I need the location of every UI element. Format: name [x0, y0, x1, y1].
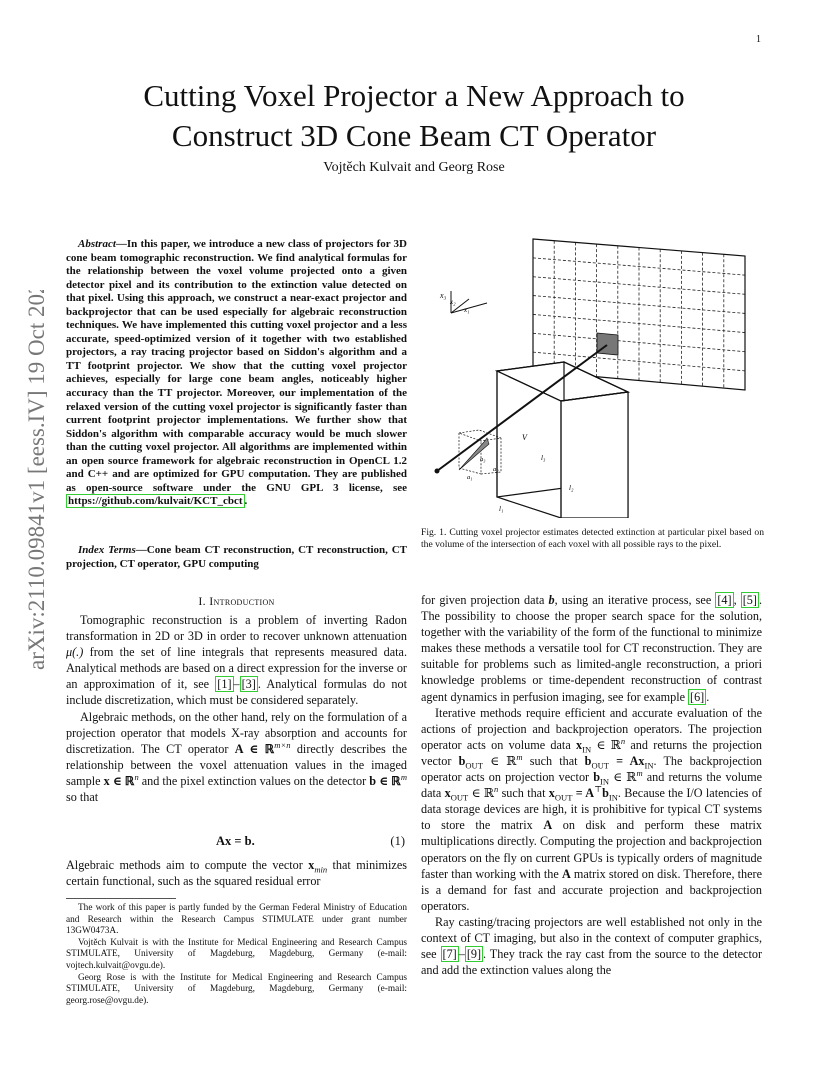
right-paragraph-3: Ray casting/tracing projectors are well established not only in the context of CT imaging, but also in the context of computer graphics, see [7] – [9] . They track the ray cast from the source to the detector and add the extinction values along the: [421, 914, 763, 978]
ref-3[interactable]: [3]: [241, 677, 256, 692]
ref-9[interactable]: [9]: [466, 947, 482, 962]
section-name: Introduction: [209, 594, 275, 608]
arxiv-stamp: [14, 290, 54, 670]
index-terms: [66, 544, 407, 571]
right-column-text: [421, 592, 762, 978]
arxiv-stamp-text: arXiv:2110.09841v1 [eess.IV] 19 Oct 2021: [24, 290, 49, 670]
label-l3: l₃: [541, 454, 546, 462]
source-point: [435, 469, 440, 474]
abstract: [66, 238, 407, 509]
page-number: 1: [756, 34, 761, 45]
intro-paragraph-1: Tomographic reconstruction is a problem of inverting Radon transformation in 2D or 3D in order to recover unknown attenuation μ(.) from the set of line integrals that represents measured data. Analytical methods are based on a direct expression for the inverse or an approximation of it, see [1] – [3] . Analytical formulas do not include discretization, which must be considered separately.: [66, 613, 407, 708]
right-paragraph-1: for given projection data b, using an iterative process, see [4] , [5] . The possibility to choose the proper search space for the solution, together with the variability of the form of the functional to minimize makes these methods a versatile tool for CT reconstruction. They are suitable for problems such as limited-angle reconstruction, a priori knowledge problems or time-dependent reconstruction of contrast agent dynamics in perfusion imaging, see for example [6] .: [421, 593, 763, 704]
equation-body: Ax = b.: [216, 834, 255, 848]
footnote-rule: [66, 898, 176, 899]
label-a2: a₂: [493, 466, 499, 473]
paper-title: [60, 76, 768, 156]
label-a1: a₁: [467, 474, 473, 481]
axis-label-x2: x₂: [450, 298, 456, 306]
figure-1: [421, 228, 764, 518]
equation-number: (1): [390, 834, 405, 848]
authors: Vojtěch Kulvait and Georg Rose: [323, 160, 505, 175]
footnote-funding: The work of this paper is partly funded by the German Federal Ministry of Education and Research within the Research Campus STIMULATE under grant number 13GW0473A.: [66, 903, 407, 937]
abstract-lead: Abstract: [78, 238, 116, 250]
title-line-1: Cutting Voxel Projector a New Approach to: [143, 78, 685, 113]
section-number: I.: [198, 594, 206, 608]
label-V: V: [522, 433, 527, 442]
title-line-2: Construct 3D Cone Beam CT Operator: [171, 118, 657, 153]
index-terms-text: —Cone beam CT reconstruction, CT reconstruction, CT projection, CT operator, GPU computing: [66, 544, 407, 570]
footnote-author-1: Vojtěch Kulvait is with the Institute for Medical Engineering and Research Campus STIMULATE, University of Magdeburg, Magdeburg, Germany (e-mail: vojtech.kulvait@ovgu.de).: [66, 937, 407, 971]
label-a3: a₃: [480, 456, 486, 463]
ref-7[interactable]: [7]: [442, 947, 457, 962]
ref-4[interactable]: [4]: [717, 593, 732, 607]
figure-caption: Fig. 1. Cutting voxel projector estimates detected extinction at particular pixel based on the volume of the intersection of each voxel with all possible rays to the pixel.: [421, 527, 764, 551]
right-paragraph-2: Iterative methods require efficient and accurate evaluation of the actions of projection and backprojection operators. The projection operator acts on volume data $x_{IN}$ ∈ ℝ$^n$ and returns the projection vector $b_{OUT}$ ∈ ℝ$^m$ such that $b_{OUT} = Ax_{IN}$. The backprojection operator acts on projection vector $b_{IN}$ ∈ ℝ$^m$ and returns the volume data $x_{OUT}$ ∈ ℝ$^n$ such that $x_{OUT} = A^⊤b_{IN}$. Because the I/O latencies of data storage devices are high, it is prohibitive for typical CT systems to store the matrix A on disk and perform these matrix multiplications directly. Computing the projection and backprojection operators on the fly on current GPUs is typically orders of magnitude faster than working with the A matrix stored on disk. Therefore, there is a demand for fast and accurate projection and backprojection operators.: [421, 705, 763, 913]
section-heading: [66, 594, 407, 609]
footnote-author-2: Georg Rose is with the Institute for Medical Engineering and Research Campus STIMULATE, University of Magdeburg, Magdeburg, Germany (e-mail: georg.rose@ovgu.de).: [66, 972, 407, 1006]
cutting-voxel-diagram: [421, 228, 764, 518]
ref-6[interactable]: [6]: [690, 689, 705, 704]
voxel-cube: [497, 362, 628, 518]
label-l2: l₂: [569, 484, 574, 492]
intro-paragraph-3: Algebraic methods aim to compute the vector $x_{min}$ that minimizes certain functional, such as the squared residual error: [66, 858, 407, 889]
github-link[interactable]: https://github.com/kulvait/KCT_cbct: [68, 495, 243, 508]
abstract-text: —In this paper, we introduce a new class of projectors for 3D cone beam tomographic reconstruction. We find analytical formulas for the relationship between the voxel volume projected onto a given detector pixel and its contribution to the extinction value detected on that pixel. Using this approach, we construct a near-exact projector and backprojector that can be used especially for algebraic reconstruction techniques. We have implemented this cutting voxel projector and a less accurate, speed-optimized version of it together with two established projectors, a ray tracing projector based on Siddon's algorithm and a TT footprint projector. We show that the cutting voxel projector achieves, especially for large cone beam angles, noticeably higher accuracy than the TT projector. Moreover, our implementation of the relaxed version of the cutting voxel projector is significantly faster than current footprint projector implementations. We further show that Siddon's algorithm with comparable accuracy would be much slower than the cutting voxel projector. All algorithms are implemented within an open source framework for algebraic reconstruction in OpenCL 1.2 and C++ and are optimized for GPU computation. They are published as open-source software under the GNU GPL 3 license, see: [66, 238, 407, 494]
index-terms-lead: Index Terms: [78, 544, 136, 556]
ref-5[interactable]: [5]: [742, 593, 757, 607]
label-l1: l₁: [499, 505, 504, 513]
ref-1[interactable]: [1]: [217, 677, 232, 692]
footnotes: [66, 903, 407, 1007]
detector-pixel: [597, 333, 618, 355]
abstract-end: .: [244, 495, 248, 508]
axis-label-x1: x₁: [464, 306, 470, 314]
intro-paragraph-2: Algebraic methods, on the other hand, rely on the formulation of a projection operator that models X-ray absorption and accounts for discretization. The CT operator A ∈ ℝ$^{m\times n}$ directly describes the relationship between the voxel attenuation values in the imaged sample x ∈ ℝ$^n$ and the pixel extinction values on the detector b ∈ ℝ$^m$ so that: [66, 709, 407, 805]
intro-paragraphs: [66, 612, 407, 805]
axis-label-x3: x₃: [440, 291, 447, 300]
